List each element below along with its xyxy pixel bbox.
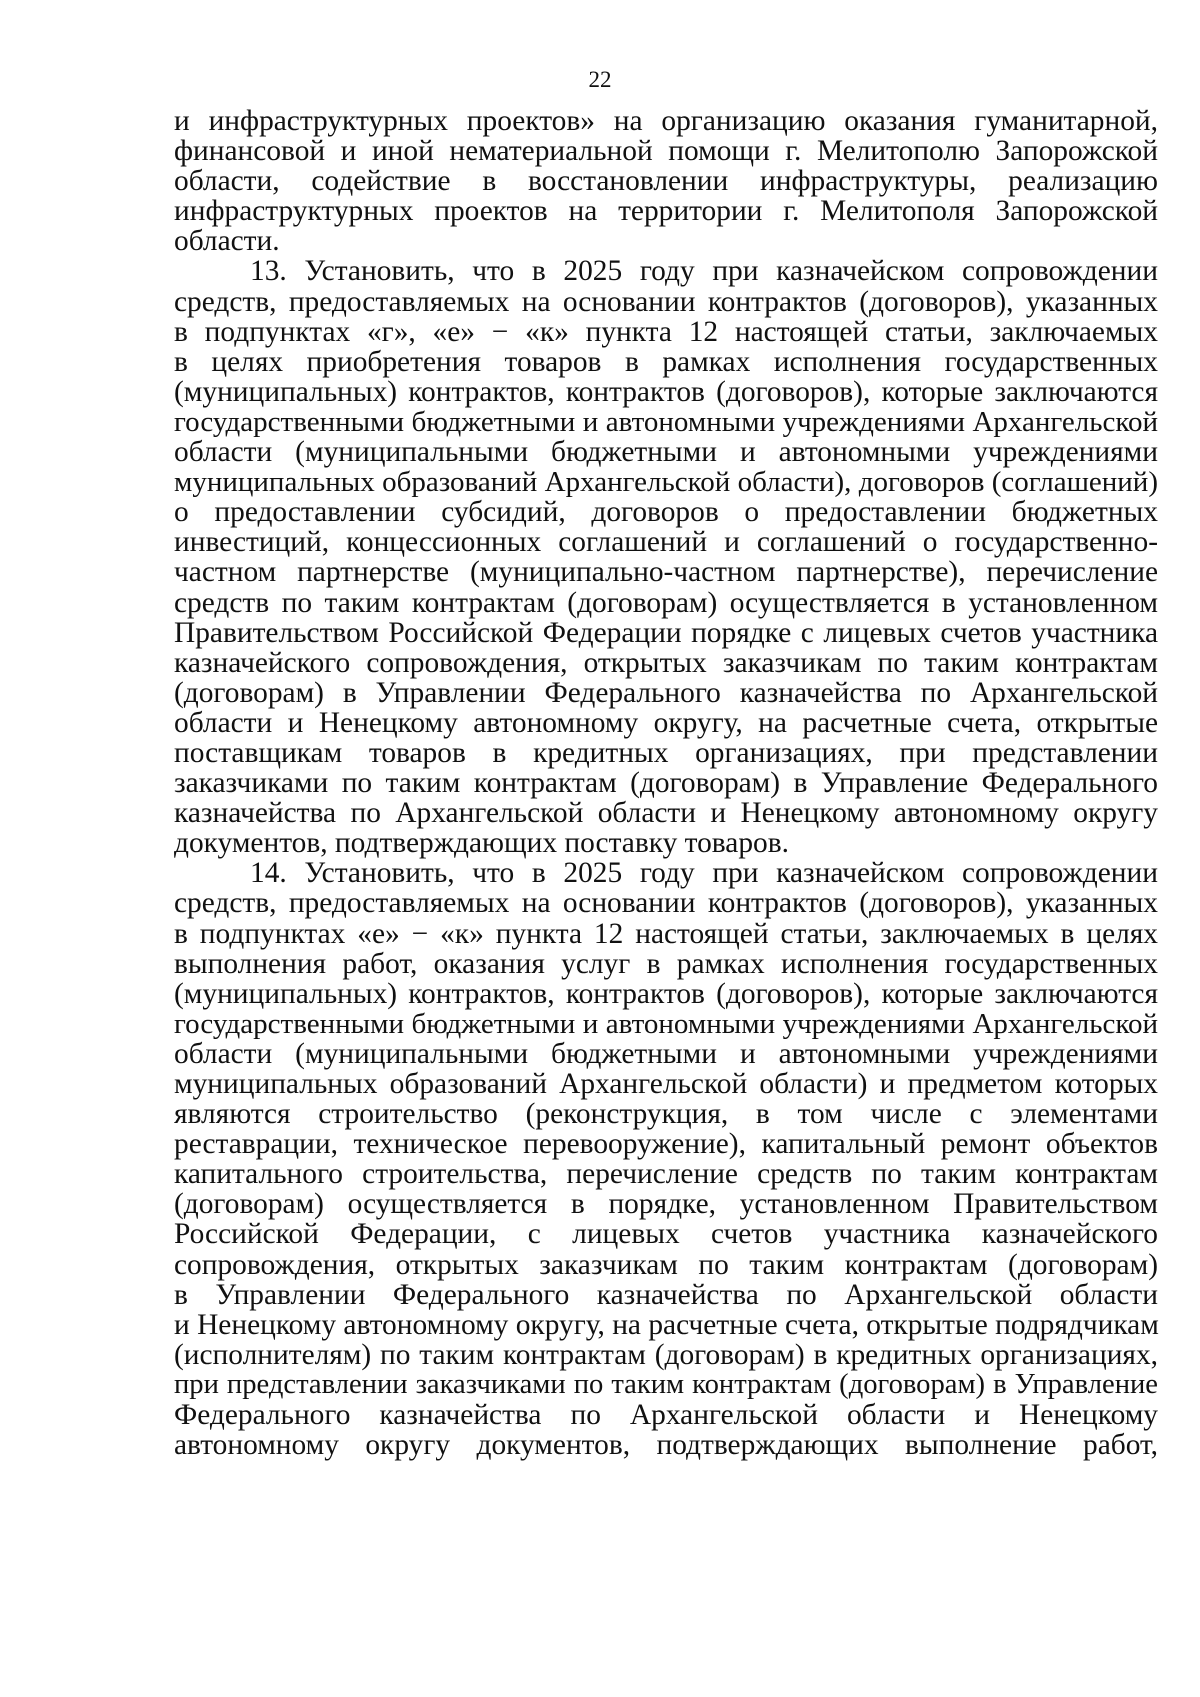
text-line: (муниципальных) контрактов, контрактов (договоров), которые заключаются <box>174 977 1158 1010</box>
text-line: государственными бюджетными и автономными учреждениями Архангельской <box>174 1007 1158 1040</box>
text-line: средств, предоставляемых на основании контрактов (договоров), указанных <box>174 285 1158 318</box>
text-line: инвестиций, концессионных соглашений и соглашений о государственно- <box>174 526 1158 559</box>
document-body <box>174 106 1158 1460</box>
text-line: казначейского сопровождения, открытых заказчикам по таким контрактам <box>174 646 1158 679</box>
text-line: капитального строительства, перечисление средств по таким контрактам <box>174 1158 1158 1191</box>
text-line: средств по таким контрактам (договорам) осуществляется в установленном <box>174 586 1158 619</box>
text-line: казначейства по Архангельской области и Ненецкому автономному округу <box>174 797 1158 830</box>
paragraph-first-line: 13. Установить, что в 2025 году при казначейском сопровождении <box>250 255 1158 288</box>
text-line: муниципальных образований Архангельской области) и предметом которых <box>174 1068 1158 1100</box>
text-line: в целях приобретения товаров в рамках исполнения государственных <box>174 345 1158 378</box>
text-line: о предоставлении субсидий, договоров о предоставлении бюджетных <box>174 496 1158 529</box>
text-line: (муниципальных) контрактов, контрактов (договоров), которые заключаются <box>174 375 1158 408</box>
text-line: (исполнителям) по таким контрактам (договорам) в кредитных организациях, <box>174 1338 1158 1371</box>
text-line: автономному округу документов, подтверждающих выполнение работ, <box>174 1429 1158 1462</box>
text-line: средств, предоставляемых на основании контрактов (договоров), указанных <box>174 887 1158 920</box>
text-line: (договорам) в Управлении Федерального казначейства по Архангельской <box>174 676 1158 709</box>
text-line: Федерального казначейства по Архангельской области и Ненецкому <box>174 1399 1158 1432</box>
text-line: финансовой и иной нематериальной помощи г. Мелитополю Запорожской <box>174 135 1158 168</box>
text-line: в подпунктах «г», «е» − «к» пункта 12 настоящей статьи, заключаемых <box>174 315 1158 348</box>
text-line: реставрации, техническое перевооружение), капитальный ремонт объектов <box>174 1128 1158 1161</box>
text-line: поставщикам товаров в кредитных организациях, при представлении <box>174 736 1158 769</box>
text-line: и Ненецкому автономному округу, на расчетные счета, открытые подрядчикам <box>174 1308 1159 1341</box>
text-line: государственными бюджетными и автономными учреждениями Архангельской <box>174 405 1158 438</box>
text-line: в Управлении Федерального казначейства по Архангельской области <box>174 1278 1158 1311</box>
text-line: (договорам) осуществляется в порядке, установленном Правительством <box>174 1188 1158 1221</box>
text-line: и инфраструктурных проектов» на организацию оказания гуманитарной, <box>174 105 1158 137</box>
text-line: документов, подтверждающих поставку товаров. <box>174 827 789 860</box>
text-line: области, содействие в восстановлении инфраструктуры, реализацию <box>174 165 1158 198</box>
paragraph-first-line: 14. Установить, что в 2025 году при казначейском сопровождении <box>250 857 1158 890</box>
text-line: при представлении заказчиками по таким контрактам (договорам) в Управление <box>174 1368 1158 1400</box>
text-line: Российской Федерации, с лицевых счетов участника казначейского <box>174 1218 1158 1251</box>
page-number: 22 <box>588 67 612 92</box>
text-line: в подпунктах «е» − «к» пункта 12 настоящей статьи, заключаемых в целях <box>174 917 1158 950</box>
text-line: являются строительство (реконструкция, в том числе с элементами <box>174 1098 1158 1131</box>
text-line: частном партнерстве (муниципально-частном партнерстве), перечисление <box>174 556 1158 589</box>
text-line: области и Ненецкому автономному округу, на расчетные счета, открытые <box>174 706 1158 739</box>
text-line: области (муниципальными бюджетными и автономными учреждениями <box>174 1037 1158 1070</box>
text-line: Правительством Российской Федерации порядке с лицевых счетов участника <box>174 616 1158 649</box>
text-line: выполнения работ, оказания услуг в рамках исполнения государственных <box>174 947 1158 980</box>
text-line: сопровождения, открытых заказчикам по таким контрактам (договорам) <box>174 1248 1158 1281</box>
text-line: муниципальных образований Архангельской области), договоров (соглашений) <box>174 466 1158 499</box>
text-line: области. <box>174 225 280 258</box>
text-line: заказчиками по таким контрактам (договорам) в Управление Федерального <box>174 767 1158 800</box>
text-line: области (муниципальными бюджетными и автономными учреждениями <box>174 436 1158 469</box>
text-line: инфраструктурных проектов на территории г. Мелитополя Запорожской <box>174 195 1158 228</box>
